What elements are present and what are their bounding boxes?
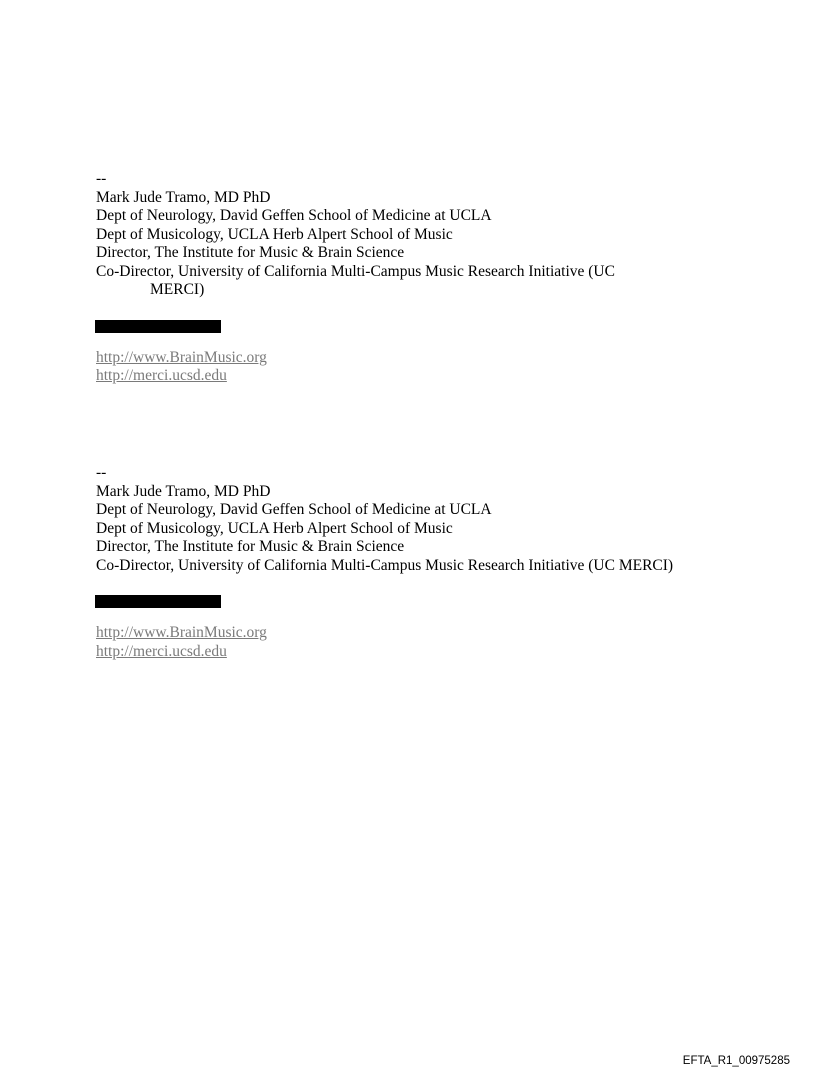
affiliation-director: Director, The Institute for Music & Brain Science xyxy=(96,538,405,555)
affiliation-codirector: Co-Director, University of California Multi-Campus Music Research Initiative (UC MERCI) xyxy=(96,556,674,574)
spacer xyxy=(96,300,736,320)
document-id: EFTA_R1_00975285 xyxy=(682,1055,790,1067)
affiliation-codirector-continued: MERCI) xyxy=(150,281,205,298)
merci-link[interactable]: http://merci.ucsd.edu xyxy=(96,642,227,660)
affiliation-musicology: Dept of Musicology, UCLA Herb Alpert School of Music xyxy=(96,225,453,243)
signature-name: Mark Jude Tramo, MD PhD xyxy=(96,188,271,206)
affiliation-neurology: Dept of Neurology, David Geffen School of Medicine at UCLA xyxy=(96,501,492,518)
spacer xyxy=(96,333,736,349)
spacer xyxy=(96,608,736,624)
signature-block-1 xyxy=(96,170,736,386)
affiliation-director: Director, The Institute for Music & Brain Science xyxy=(96,244,405,261)
affiliation-neurology: Dept of Neurology, David Geffen School of Medicine at UCLA xyxy=(96,207,492,224)
brainmusic-link[interactable]: http://www.BrainMusic.org xyxy=(96,348,267,366)
redacted-email xyxy=(95,595,221,608)
affiliation-musicology: Dept of Musicology, UCLA Herb Alpert School of Music xyxy=(96,519,453,537)
spacer xyxy=(96,575,736,595)
signature-separator: -- xyxy=(96,464,107,481)
affiliation-codirector: Co-Director, University of California Multi-Campus Music Research Initiative (UC xyxy=(96,262,615,280)
brainmusic-link[interactable]: http://www.BrainMusic.org xyxy=(96,624,267,641)
merci-link[interactable]: http://merci.ucsd.edu xyxy=(96,367,227,384)
signature-block-2 xyxy=(96,464,736,661)
redacted-email xyxy=(95,320,221,333)
signature-separator: -- xyxy=(96,170,107,187)
signature-name: Mark Jude Tramo, MD PhD xyxy=(96,482,271,500)
